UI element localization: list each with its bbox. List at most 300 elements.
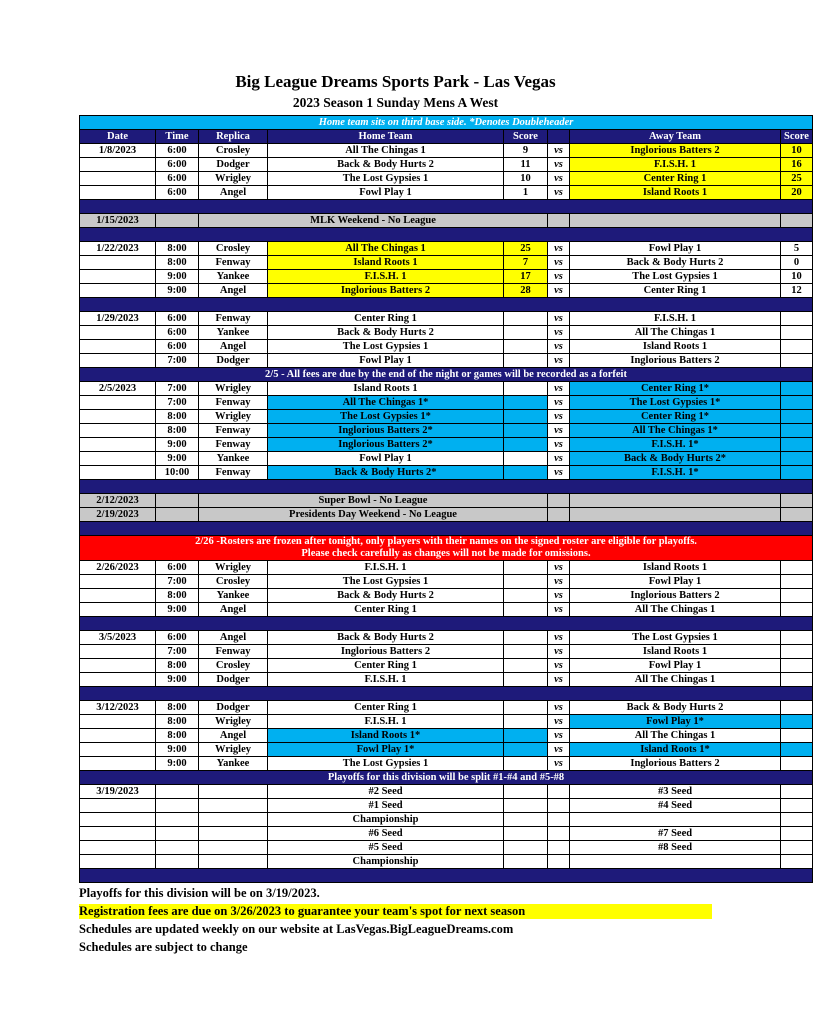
away-score-cell (781, 410, 813, 424)
time-cell: 7:00 (156, 396, 199, 410)
home-team-cell: Inglorious Batters 2 (268, 645, 504, 659)
home-score-cell: 28 (504, 284, 548, 298)
away-score-cell (781, 326, 813, 340)
home-team-cell: Fowl Play 1 (268, 452, 504, 466)
vs-cell: vs (548, 396, 570, 410)
home-score-cell (504, 729, 548, 743)
date-cell: 1/29/2023 (80, 312, 156, 326)
vs-cell: vs (548, 354, 570, 368)
divider-cell (80, 298, 813, 312)
playoff-row (80, 841, 813, 855)
vs-cell: vs (548, 410, 570, 424)
away-team-cell: All The Chingas 1 (570, 729, 781, 743)
replica-field-cell: Fenway (199, 438, 268, 452)
away-team-cell: All The Chingas 1 (570, 673, 781, 687)
time-cell: 8:00 (156, 256, 199, 270)
game-row (80, 715, 813, 729)
page-title: Big League Dreams Sports Park - Las Vegas (235, 72, 556, 91)
time-cell (156, 855, 199, 869)
replica-field-cell: Fenway (199, 256, 268, 270)
home-score-cell (504, 645, 548, 659)
vs-cell: vs (548, 701, 570, 715)
vs-cell: vs (548, 589, 570, 603)
home-team-cell: Inglorious Batters 2 (268, 284, 504, 298)
away-score-cell (781, 575, 813, 589)
date-cell: 1/15/2023 (80, 214, 156, 228)
home-team-cell: Back & Body Hurts 2 (268, 158, 504, 172)
time-cell (156, 785, 199, 799)
home-team-cell: #1 Seed (268, 799, 504, 813)
vs-cell: vs (548, 284, 570, 298)
date-cell (80, 673, 156, 687)
away-team-cell: Fowl Play 1 (570, 575, 781, 589)
roster-warning-line2: Please check carefully as changes will not be made for omissions. (301, 548, 591, 559)
replica-field-cell: Angel (199, 631, 268, 645)
home-score-cell (504, 410, 548, 424)
home-team-cell: All The Chingas 1 (268, 144, 504, 158)
time-cell: 9:00 (156, 603, 199, 617)
away-team-cell: Fowl Play 1 (570, 659, 781, 673)
home-score-cell (504, 396, 548, 410)
away-score-cell: 10 (781, 144, 813, 158)
home-team-cell: Inglorious Batters 2* (268, 424, 504, 438)
home-team-cell: The Lost Gypsies 1* (268, 410, 504, 424)
home-team-cell: The Lost Gypsies 1 (268, 757, 504, 771)
game-row (80, 354, 813, 368)
date-cell (80, 172, 156, 186)
date-cell: 3/19/2023 (80, 785, 156, 799)
time-cell: 9:00 (156, 438, 199, 452)
replica-field-cell: Dodger (199, 701, 268, 715)
vs-cell: vs (548, 757, 570, 771)
date-cell (80, 813, 156, 827)
divider-cell (80, 869, 813, 883)
vs-cell: vs (548, 256, 570, 270)
time-cell: 8:00 (156, 242, 199, 256)
away-team-cell: #7 Seed (570, 827, 781, 841)
game-row (80, 256, 813, 270)
home-score-cell (504, 757, 548, 771)
away-team-cell: Center Ring 1 (570, 172, 781, 186)
away-team-cell: Island Roots 1 (570, 186, 781, 200)
home-team-cell: The Lost Gypsies 1 (268, 172, 504, 186)
away-score-cell (781, 424, 813, 438)
date-cell (80, 715, 156, 729)
home-team-cell: Championship (268, 855, 504, 869)
game-row (80, 270, 813, 284)
away-team-cell: All The Chingas 1 (570, 603, 781, 617)
header-away-score: Score (781, 130, 813, 144)
game-row (80, 603, 813, 617)
away-score-cell (781, 631, 813, 645)
date-cell: 3/5/2023 (80, 631, 156, 645)
date-cell: 2/19/2023 (80, 508, 156, 522)
vs-cell: vs (548, 158, 570, 172)
home-team-cell: Championship (268, 813, 504, 827)
vs-cell: vs (548, 382, 570, 396)
vs-cell: vs (548, 561, 570, 575)
date-cell (80, 354, 156, 368)
time-cell: 6:00 (156, 158, 199, 172)
away-score-cell: 0 (781, 256, 813, 270)
away-score-cell (781, 508, 813, 522)
away-score-cell (781, 340, 813, 354)
divider-row (80, 617, 813, 631)
date-cell: 2/12/2023 (80, 494, 156, 508)
vs-cell: vs (548, 242, 570, 256)
game-row (80, 284, 813, 298)
replica-field-cell: Wrigley (199, 172, 268, 186)
date-cell (80, 743, 156, 757)
home-score-cell (504, 827, 548, 841)
time-cell: 6:00 (156, 186, 199, 200)
home-team-cell: All The Chingas 1* (268, 396, 504, 410)
no-league-text: Super Bowl - No League (199, 494, 548, 508)
away-team-cell: All The Chingas 1 (570, 326, 781, 340)
game-row (80, 743, 813, 757)
home-team-cell: Center Ring 1 (268, 701, 504, 715)
away-score-cell (781, 841, 813, 855)
divider-cell (80, 522, 813, 536)
away-score-cell: 5 (781, 242, 813, 256)
home-score-cell (504, 561, 548, 575)
date-cell: 2/26/2023 (80, 561, 156, 575)
replica-field-cell: Crosley (199, 575, 268, 589)
home-score-cell (504, 340, 548, 354)
time-cell: 9:00 (156, 757, 199, 771)
date-cell (80, 827, 156, 841)
away-score-cell (781, 715, 813, 729)
replica-field-cell: Fenway (199, 396, 268, 410)
time-cell: 6:00 (156, 631, 199, 645)
away-team-cell: Island Roots 1* (570, 743, 781, 757)
home-team-cell: #2 Seed (268, 785, 504, 799)
away-score-cell (781, 757, 813, 771)
date-cell (80, 410, 156, 424)
away-score-cell (781, 813, 813, 827)
away-team-cell (570, 813, 781, 827)
away-team-cell: #8 Seed (570, 841, 781, 855)
away-team-cell: Fowl Play 1* (570, 715, 781, 729)
home-team-cell: F.I.S.H. 1 (268, 270, 504, 284)
no-league-row (80, 508, 813, 522)
away-score-cell (781, 827, 813, 841)
time-cell: 6:00 (156, 326, 199, 340)
playoff-row (80, 827, 813, 841)
header-row (80, 130, 813, 144)
vs-cell: vs (548, 645, 570, 659)
date-cell (80, 659, 156, 673)
date-cell (80, 340, 156, 354)
no-league-text: Presidents Day Weekend - No League (199, 508, 548, 522)
divider-cell (80, 228, 813, 242)
replica-field-cell (199, 855, 268, 869)
away-team-cell: F.I.S.H. 1* (570, 466, 781, 480)
replica-field-cell: Crosley (199, 659, 268, 673)
home-score-cell: 9 (504, 144, 548, 158)
home-score-cell (504, 813, 548, 827)
time-cell: 6:00 (156, 561, 199, 575)
divider-cell (80, 617, 813, 631)
header-away-team: Away Team (570, 130, 781, 144)
away-score-cell: 16 (781, 158, 813, 172)
playoff-row (80, 799, 813, 813)
divider-row (80, 522, 813, 536)
vs-cell: vs (548, 575, 570, 589)
home-team-cell: Island Roots 1 (268, 382, 504, 396)
home-team-cell: The Lost Gypsies 1 (268, 575, 504, 589)
home-score-cell: 17 (504, 270, 548, 284)
game-row (80, 172, 813, 186)
replica-field-cell (199, 827, 268, 841)
replica-field-cell: Crosley (199, 242, 268, 256)
home-team-cell: Center Ring 1 (268, 312, 504, 326)
replica-field-cell: Dodger (199, 158, 268, 172)
date-cell: 2/5/2023 (80, 382, 156, 396)
game-row (80, 424, 813, 438)
replica-field-cell: Wrigley (199, 410, 268, 424)
game-row (80, 659, 813, 673)
time-cell (156, 214, 199, 228)
replica-field-cell: Dodger (199, 673, 268, 687)
away-team-cell: Center Ring 1* (570, 382, 781, 396)
date-cell (80, 326, 156, 340)
away-score-cell (781, 659, 813, 673)
home-score-cell (504, 382, 548, 396)
replica-field-cell: Wrigley (199, 715, 268, 729)
away-score-cell (781, 396, 813, 410)
date-cell (80, 575, 156, 589)
home-score-cell (504, 855, 548, 869)
vs-cell: vs (548, 438, 570, 452)
home-score-cell (504, 659, 548, 673)
away-team-cell (570, 508, 781, 522)
time-cell (156, 799, 199, 813)
time-cell: 7:00 (156, 645, 199, 659)
home-score-cell: 11 (504, 158, 548, 172)
home-score-cell (504, 841, 548, 855)
date-cell (80, 841, 156, 855)
home-score-cell (504, 785, 548, 799)
time-cell: 8:00 (156, 715, 199, 729)
notice-text: Playoffs for this division will be split #1-#4 and #5-#8 (80, 771, 813, 785)
roster-warning-line1: 2/26 -Rosters are frozen after tonight, only players with their names on the signed roster are eligible for playoffs. (195, 536, 697, 547)
no-league-row (80, 494, 813, 508)
game-row (80, 410, 813, 424)
game-row (80, 575, 813, 589)
vs-cell: vs (548, 186, 570, 200)
home-score-cell (504, 312, 548, 326)
away-score-cell (781, 466, 813, 480)
divider-cell (80, 480, 813, 494)
time-cell: 9:00 (156, 270, 199, 284)
away-team-cell (570, 855, 781, 869)
home-team-cell: Back & Body Hurts 2 (268, 326, 504, 340)
vs-cell (548, 214, 570, 228)
vs-cell: vs (548, 340, 570, 354)
away-team-cell: Back & Body Hurts 2 (570, 256, 781, 270)
vs-cell: vs (548, 424, 570, 438)
vs-cell: vs (548, 603, 570, 617)
divider-row (80, 200, 813, 214)
home-team-cell: Inglorious Batters 2* (268, 438, 504, 452)
date-cell (80, 424, 156, 438)
replica-field-cell: Fenway (199, 466, 268, 480)
home-note: Home team sits on third base side. *Denotes Doubleheader (80, 116, 813, 130)
home-score-cell (504, 631, 548, 645)
footer-registration-note: Registration fees are due on 3/26/2023 to guarantee your team's spot for next season (79, 904, 712, 919)
roster-warning-row (80, 536, 813, 561)
replica-field-cell (199, 785, 268, 799)
away-score-cell (781, 312, 813, 326)
time-cell: 9:00 (156, 452, 199, 466)
time-cell: 8:00 (156, 701, 199, 715)
away-team-cell: Back & Body Hurts 2 (570, 701, 781, 715)
away-team-cell: F.I.S.H. 1 (570, 312, 781, 326)
away-team-cell: Island Roots 1 (570, 645, 781, 659)
game-row (80, 589, 813, 603)
vs-cell: vs (548, 270, 570, 284)
replica-field-cell: Angel (199, 729, 268, 743)
game-row (80, 382, 813, 396)
away-team-cell: F.I.S.H. 1* (570, 438, 781, 452)
replica-field-cell: Fenway (199, 424, 268, 438)
vs-cell: vs (548, 326, 570, 340)
away-score-cell (781, 701, 813, 715)
home-team-cell: Fowl Play 1 (268, 186, 504, 200)
home-score-cell: 7 (504, 256, 548, 270)
replica-field-cell: Yankee (199, 326, 268, 340)
header-replica: Replica (199, 130, 268, 144)
vs-cell: vs (548, 144, 570, 158)
vs-cell: vs (548, 729, 570, 743)
replica-field-cell: Angel (199, 340, 268, 354)
home-team-cell: F.I.S.H. 1 (268, 561, 504, 575)
time-cell (156, 841, 199, 855)
vs-cell (548, 799, 570, 813)
time-cell: 8:00 (156, 729, 199, 743)
home-team-cell: Center Ring 1 (268, 603, 504, 617)
replica-field-cell: Yankee (199, 757, 268, 771)
time-cell: 9:00 (156, 743, 199, 757)
home-score-cell (504, 743, 548, 757)
date-cell (80, 256, 156, 270)
header-vs (548, 130, 570, 144)
vs-cell (548, 508, 570, 522)
away-team-cell: Back & Body Hurts 2* (570, 452, 781, 466)
away-team-cell: Island Roots 1 (570, 340, 781, 354)
divider-row (80, 298, 813, 312)
home-team-cell: Back & Body Hurts 2 (268, 589, 504, 603)
game-row (80, 631, 813, 645)
time-cell: 6:00 (156, 312, 199, 326)
home-team-cell: Back & Body Hurts 2* (268, 466, 504, 480)
home-score-cell (504, 603, 548, 617)
game-row (80, 340, 813, 354)
away-score-cell (781, 743, 813, 757)
away-score-cell (781, 382, 813, 396)
home-score-cell (504, 452, 548, 466)
replica-field-cell (199, 813, 268, 827)
date-cell (80, 799, 156, 813)
replica-field-cell: Wrigley (199, 561, 268, 575)
notice-text: 2/5 - All fees are due by the end of the night or games will be recorded as a forfeit (80, 368, 813, 382)
away-score-cell: 20 (781, 186, 813, 200)
header-date: Date (80, 130, 156, 144)
time-cell: 9:00 (156, 673, 199, 687)
away-score-cell (781, 214, 813, 228)
time-cell: 6:00 (156, 172, 199, 186)
vs-cell: vs (548, 715, 570, 729)
home-score-cell (504, 326, 548, 340)
footer-playoffs-note: Playoffs for this division will be on 3/19/2023. (79, 886, 320, 900)
game-row (80, 186, 813, 200)
home-note-row (80, 116, 813, 130)
replica-field-cell: Yankee (199, 270, 268, 284)
date-cell: 1/22/2023 (80, 242, 156, 256)
replica-field-cell: Dodger (199, 354, 268, 368)
time-cell (156, 508, 199, 522)
divider-row (80, 480, 813, 494)
page-subtitle: 2023 Season 1 Sunday Mens A West (292, 95, 499, 110)
replica-field-cell: Wrigley (199, 743, 268, 757)
time-cell (156, 813, 199, 827)
replica-field-cell: Yankee (199, 452, 268, 466)
home-score-cell (504, 799, 548, 813)
vs-cell: vs (548, 452, 570, 466)
time-cell: 7:00 (156, 382, 199, 396)
home-team-cell: Island Roots 1* (268, 729, 504, 743)
home-score-cell: 25 (504, 242, 548, 256)
home-team-cell: Fowl Play 1* (268, 743, 504, 757)
game-row (80, 466, 813, 480)
away-score-cell (781, 729, 813, 743)
replica-field-cell: Angel (199, 186, 268, 200)
time-cell: 6:00 (156, 340, 199, 354)
time-cell: 8:00 (156, 410, 199, 424)
vs-cell: vs (548, 631, 570, 645)
divider-cell (80, 200, 813, 214)
away-team-cell: The Lost Gypsies 1* (570, 396, 781, 410)
home-score-cell (504, 589, 548, 603)
date-cell (80, 396, 156, 410)
game-row (80, 673, 813, 687)
away-team-cell: F.I.S.H. 1 (570, 158, 781, 172)
divider-row (80, 869, 813, 883)
home-team-cell: Island Roots 1 (268, 256, 504, 270)
vs-cell (548, 827, 570, 841)
game-row (80, 561, 813, 575)
date-cell (80, 158, 156, 172)
away-score-cell: 10 (781, 270, 813, 284)
home-score-cell (504, 354, 548, 368)
away-score-cell (781, 561, 813, 575)
home-score-cell (504, 575, 548, 589)
game-row (80, 242, 813, 256)
date-cell: 1/8/2023 (80, 144, 156, 158)
roster-warning (80, 536, 813, 561)
away-team-cell (570, 494, 781, 508)
home-team-cell: Center Ring 1 (268, 659, 504, 673)
replica-field-cell: Yankee (199, 589, 268, 603)
time-cell: 7:00 (156, 575, 199, 589)
date-cell (80, 438, 156, 452)
date-cell (80, 589, 156, 603)
notice-row (80, 368, 813, 382)
away-score-cell (781, 354, 813, 368)
away-score-cell (781, 799, 813, 813)
header-time: Time (156, 130, 199, 144)
